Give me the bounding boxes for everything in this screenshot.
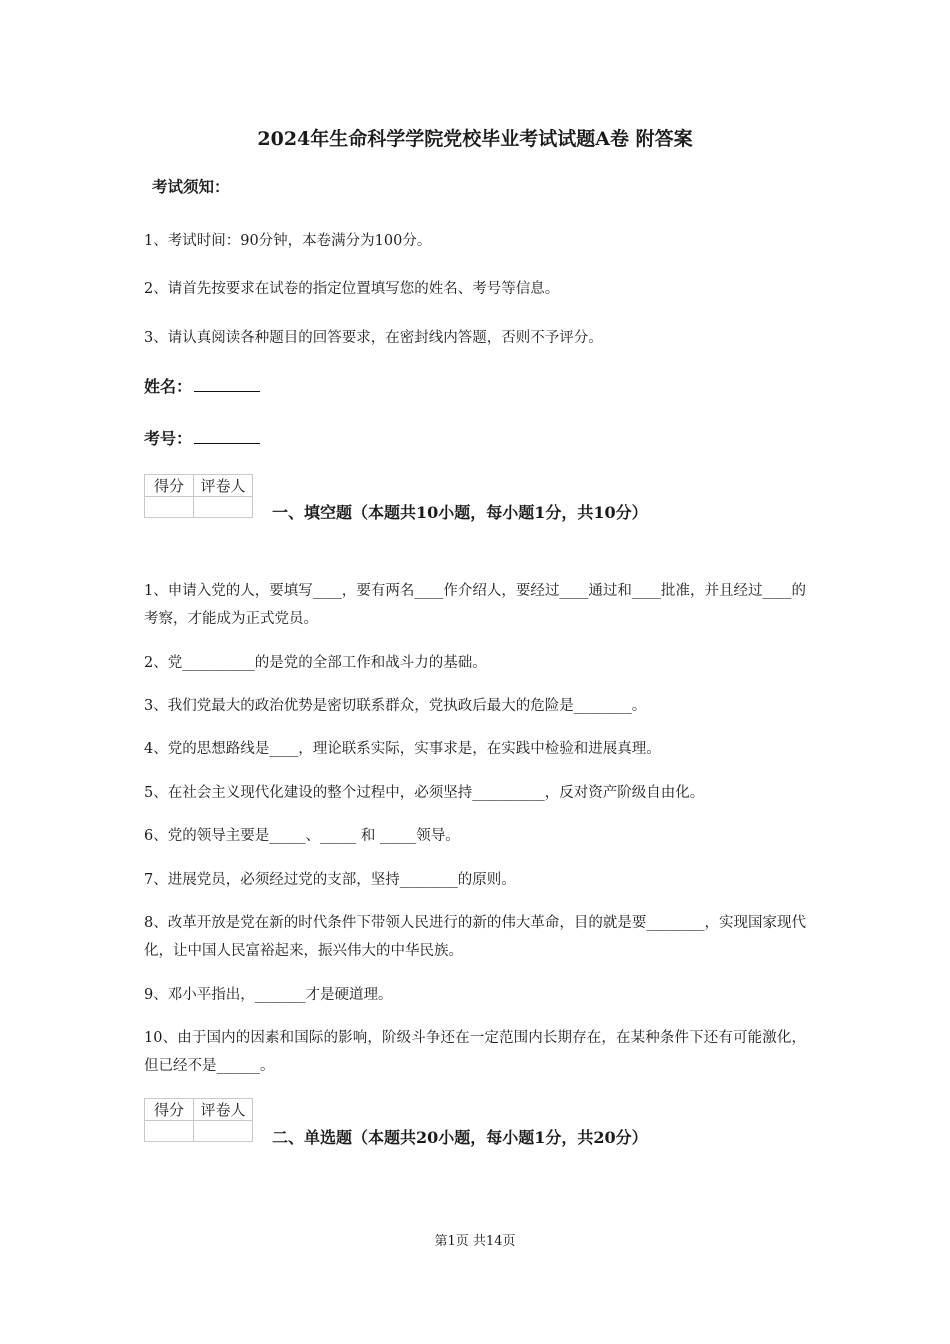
- notice-item: 3、请认真阅读各种题目的回答要求，在密封线内答题，否则不予评分。: [144, 330, 603, 346]
- grader-header: 评卷人: [194, 475, 253, 497]
- score-cell[interactable]: [145, 497, 194, 518]
- score-cell[interactable]: [145, 1121, 194, 1142]
- question: 8、改革开放是党在新的时代条件下带领人民进行的新的伟大革命，目的就是要________，实现国家现代化，让中国人民富裕起来，振兴伟大的中华民族。: [144, 915, 806, 959]
- score-header: 得分: [145, 475, 194, 497]
- question: 3、我们党最大的政治优势是密切联系群众，党执政后最大的危险是________。: [144, 698, 647, 714]
- page-footer: 第1页 共14页: [434, 1234, 516, 1249]
- question: 1、申请入党的人，要填写____，要有两名____作介绍人，要经过____通过和____批准，并且经过____的考察，才能成为正式党员。: [144, 583, 806, 627]
- grader-cell[interactable]: [194, 497, 253, 518]
- notice-item: 2、请首先按要求在试卷的指定位置填写您的姓名、考号等信息。: [144, 281, 560, 297]
- question: 10、由于国内的因素和国际的影响，阶级斗争还在一定范围内长期存在，在某种条件下还有可能激化，但已经不是______。: [144, 1030, 806, 1074]
- question: 6、党的领导主要是_____、_____ 和 _____领导。: [144, 828, 460, 844]
- notice-item: 1、考试时间：90分钟，本卷满分为100分。: [144, 233, 432, 249]
- section-title-single-choice: 二、单选题（本题共20小题，每小题1分，共20分）: [272, 1128, 648, 1147]
- name-label: 姓名：: [144, 377, 193, 396]
- question: 5、在社会主义现代化建设的整个过程中，必须坚持__________，反对资产阶级自由化。: [144, 785, 705, 801]
- question: 7、进展党员，必须经过党的支部，坚持________的原则。: [144, 872, 516, 888]
- grader-header: 评卷人: [194, 1099, 253, 1121]
- exam-id-field[interactable]: [144, 426, 260, 449]
- name-field[interactable]: [144, 374, 260, 397]
- question: 9、邓小平指出，_______才是硬道理。: [144, 987, 393, 1003]
- score-header: 得分: [145, 1099, 194, 1121]
- exam-id-label: 考号：: [144, 429, 193, 448]
- name-blank[interactable]: [194, 377, 260, 392]
- score-table: [144, 1098, 253, 1142]
- notice-heading: 考试须知：: [152, 177, 230, 196]
- question: 2、党__________的是党的全部工作和战斗力的基础。: [144, 655, 487, 671]
- exam-id-blank[interactable]: [194, 429, 260, 444]
- section-title-fill-in: 一、填空题（本题共10小题，每小题1分，共10分）: [272, 503, 648, 522]
- question: 4、党的思想路线是____，理论联系实际，实事求是，在实践中检验和进展真理。: [144, 741, 661, 757]
- grader-cell[interactable]: [194, 1121, 253, 1142]
- score-table: [144, 474, 253, 518]
- page-title: 2024年生命科学学院党校毕业考试试题A卷 附答案: [257, 128, 693, 150]
